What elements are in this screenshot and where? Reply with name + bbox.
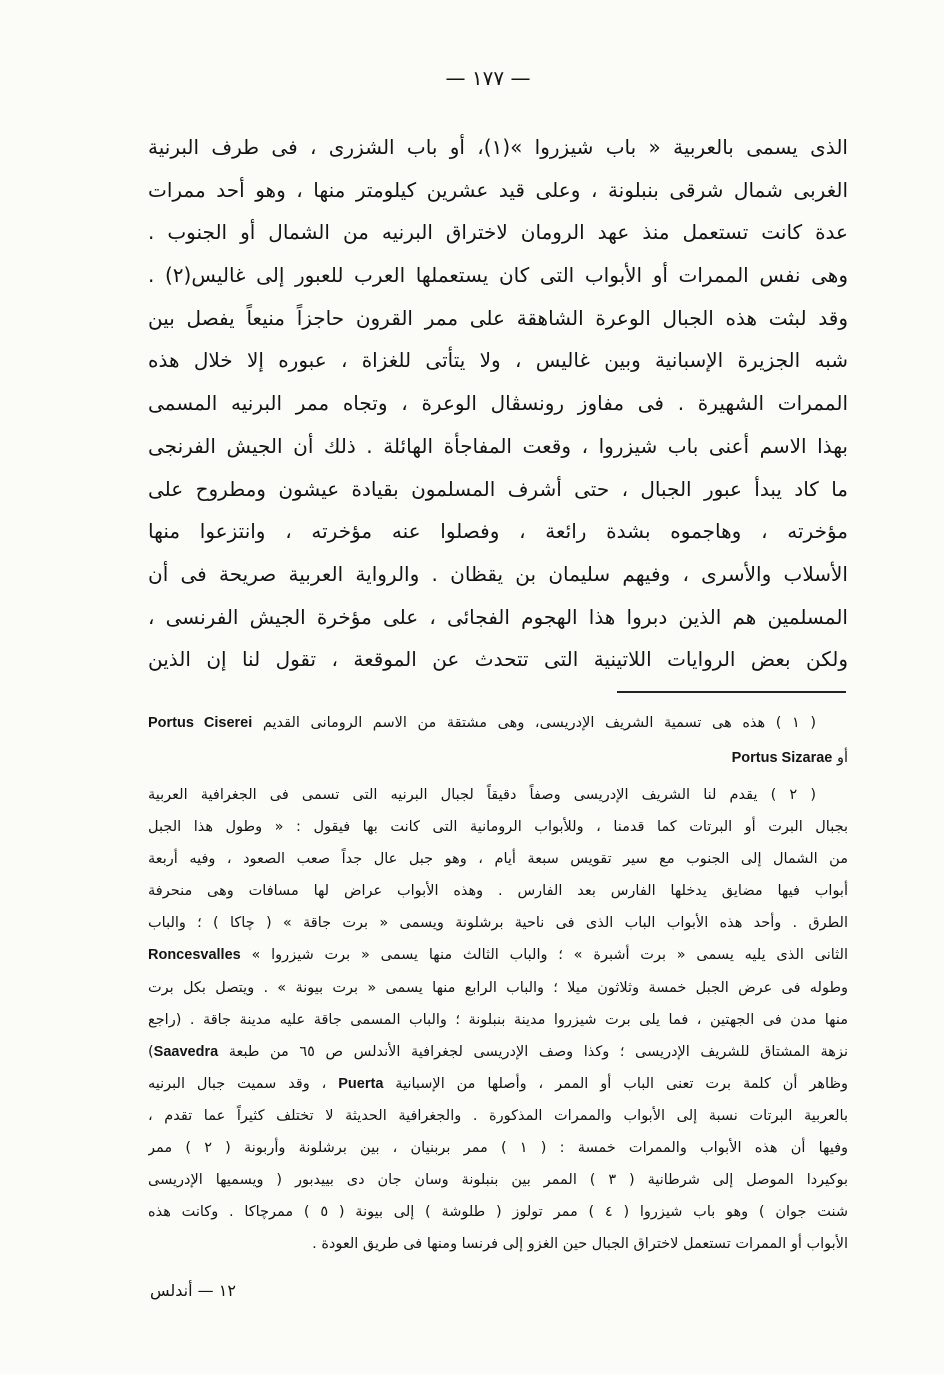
footnote-line: بوكيردا الموصل إلى شرطانية ( ٣ ) الممر بين بنبلونة وسان جان دى بييدبور ( ويسميها الإدريسى xyxy=(148,1172,848,1189)
latin-term: Roncesvalles xyxy=(148,947,241,964)
text-line: الممرات الشهيرة . فى مفاوز رونسڤال الوعرة ، وتجاه ممر البرنيه المسمى xyxy=(148,391,848,416)
latin-term: Portus Sizarae xyxy=(731,750,833,766)
footnote-separator xyxy=(617,691,846,693)
text-line: وهى نفس الممرات أو الأبواب التى كان يستعملها العرب للعبور إلى غاليس(٢) . xyxy=(148,263,848,288)
text-line: مؤخرته ، وهاجموه بشدة رائعة ، وفصلوا عنه مؤخرته ، وانتزعوا منها xyxy=(148,519,848,544)
page-number: — ١٧٧ — xyxy=(445,66,531,90)
text-line: ما كاد يبدأ عبور الجبال ، حتى أشرف المسلمون بقيادة عيشون ومطروح على xyxy=(148,476,848,501)
latin-term: Portus Ciserei xyxy=(148,715,253,731)
footnote-line: من الشمال إلى الجنوب مع سير تقويس سبعة أيام ، وهو جبل عال جداً صعب الصعود ، وفيه أربعة xyxy=(148,851,848,868)
text-line: ولكن بعض الروايات اللاتينية التى تتحدث عن الموقعة ، تقول لنا إن الذين xyxy=(148,647,848,672)
footnote-2 xyxy=(148,779,848,1260)
footnote-line: شنت جوان ) وهو باب شيزروا ( ٤ ) ممر تولوز ( طلوشة ) إلى بيونة ( ٥ ) ممرچاكا . وكانت هذه xyxy=(148,1204,848,1221)
text-line: عدة كانت تستعمل منذ عهد الرومان لاختراق البرنيه من الشمال أو الجنوب . xyxy=(148,220,848,245)
footnote-line: الطرق . وأحد هذه الأبواب الباب الذى فى ناحية برشلونة ويسمى « برت جاقة » ( چاكا ) ؛ والباب xyxy=(148,915,848,932)
footnote-line: بالعربية البرتات نسبة إلى الأبواب والممرات المذكورة . والجغرافية الحديثة لا تختلف كثيراً عما تقدم ، xyxy=(148,1107,848,1124)
text-line: المسلمين هم الذين دبروا هذا الهجوم الفجائى ، على مؤخرة الجيش الفرنسى ، xyxy=(148,604,848,629)
footnote-line: وفيها أن هذه الأبواب والممرات خمسة : ( ١ ) ممر بربنيان ، بين برشلونة وأربونة ( ٢ ) ممر xyxy=(148,1140,848,1157)
footnote-line: الثانى الذى يليه يسمى « برت أشبرة » ؛ والباب الثالث منها يسمى « برت شيزروا » Roncesvalles xyxy=(148,947,848,964)
footnote-line: وظاهر أن كلمة برت تعنى الباب أو الممر ، وأصلها من الإسبانية Puerta ، وقد سميت جبال البرنيه xyxy=(148,1075,848,1092)
footnote-line: أو Portus Sizarae xyxy=(731,750,848,766)
text-line: الذى يسمى بالعربية « باب شيزروا »(١)، أو باب الشزرى ، فى طرف البرنية xyxy=(148,135,848,159)
printer-signature: ١٢ — أندلس xyxy=(150,1281,236,1300)
text-line: الغربى شمال شرقى بنبلونة ، وعلى قيد عشرين كيلومتر منها ، وهو أحد ممرات xyxy=(148,177,848,202)
footnote-1 xyxy=(148,706,848,776)
footnote-line: منها مدن فى الجهتين ، فما يلى برت شيزروا مدينة بنبلونة ؛ والباب المسمى جاقة عليه مدينة جاقة . (راجع xyxy=(148,1011,848,1028)
latin-term: Saavedra xyxy=(153,1043,219,1060)
text-line: الأسلاب والأسرى ، وفيهم سليمان بن يقظان . والرواية العربية صريحة فى أن xyxy=(148,561,848,586)
footnote-line: وطوله فى عرض الجبل خمسة وثلاثون ميلا ؛ والباب الرابع منها يسمى « برت بيونة » . ويتصل بكل برت xyxy=(148,979,848,996)
text-line: بهذا الاسم أعنى باب شيزروا ، وقعت المفاجأة الهائلة . ذلك أن الجيش الفرنجى xyxy=(148,433,848,458)
latin-term: Puerta xyxy=(338,1075,384,1092)
footnote-line: نزهة المشتاق للشريف الإدريسى ؛ وكذا وصف الإدريسى لجغرافية الأندلس ص ٦٥ من طبعة Saavedra) xyxy=(148,1043,848,1060)
footnote-line: بجبال البرت أو البرتات كما قدمنا ، وللأبواب الرومانية التى كانت بها فيقول : « وطول هذا الجبل xyxy=(148,819,848,836)
footnote-line: الأبواب أو الممرات تستعمل لاختراق الجبال حين الغزو إلى فرنسا ومنها فى طريق العودة . xyxy=(312,1236,848,1253)
main-text xyxy=(148,126,848,681)
text-line: وقد لبثت هذه الجبال الوعرة الشاهقة على ممر القرون حاجزاً منيعاً يفصل بين xyxy=(148,305,848,330)
footnote-line: ( ٢ ) يقدم لنا الشريف الإدريسى وصفاً دقيقاً لجبال البرنيه التى تسمى فى الجغرافية العربية xyxy=(148,787,816,803)
text-line: شبه الجزيرة الإسبانية وبين غاليس ، ولا يتأتى للغزاة ، عبوره إلا خلال هذه xyxy=(148,348,848,373)
footnote-line: أبواب فيها مضايق يدخلها الفارس بعد الفارس . وهذه الأبواب عراض لها مسافات وهى منحرفة xyxy=(148,883,848,900)
footnote-line: ( ١ ) هذه هى تسمية الشريف الإدريسى، وهى مشتقة من الاسم الرومانى القديم Portus Ciserei xyxy=(148,715,816,731)
